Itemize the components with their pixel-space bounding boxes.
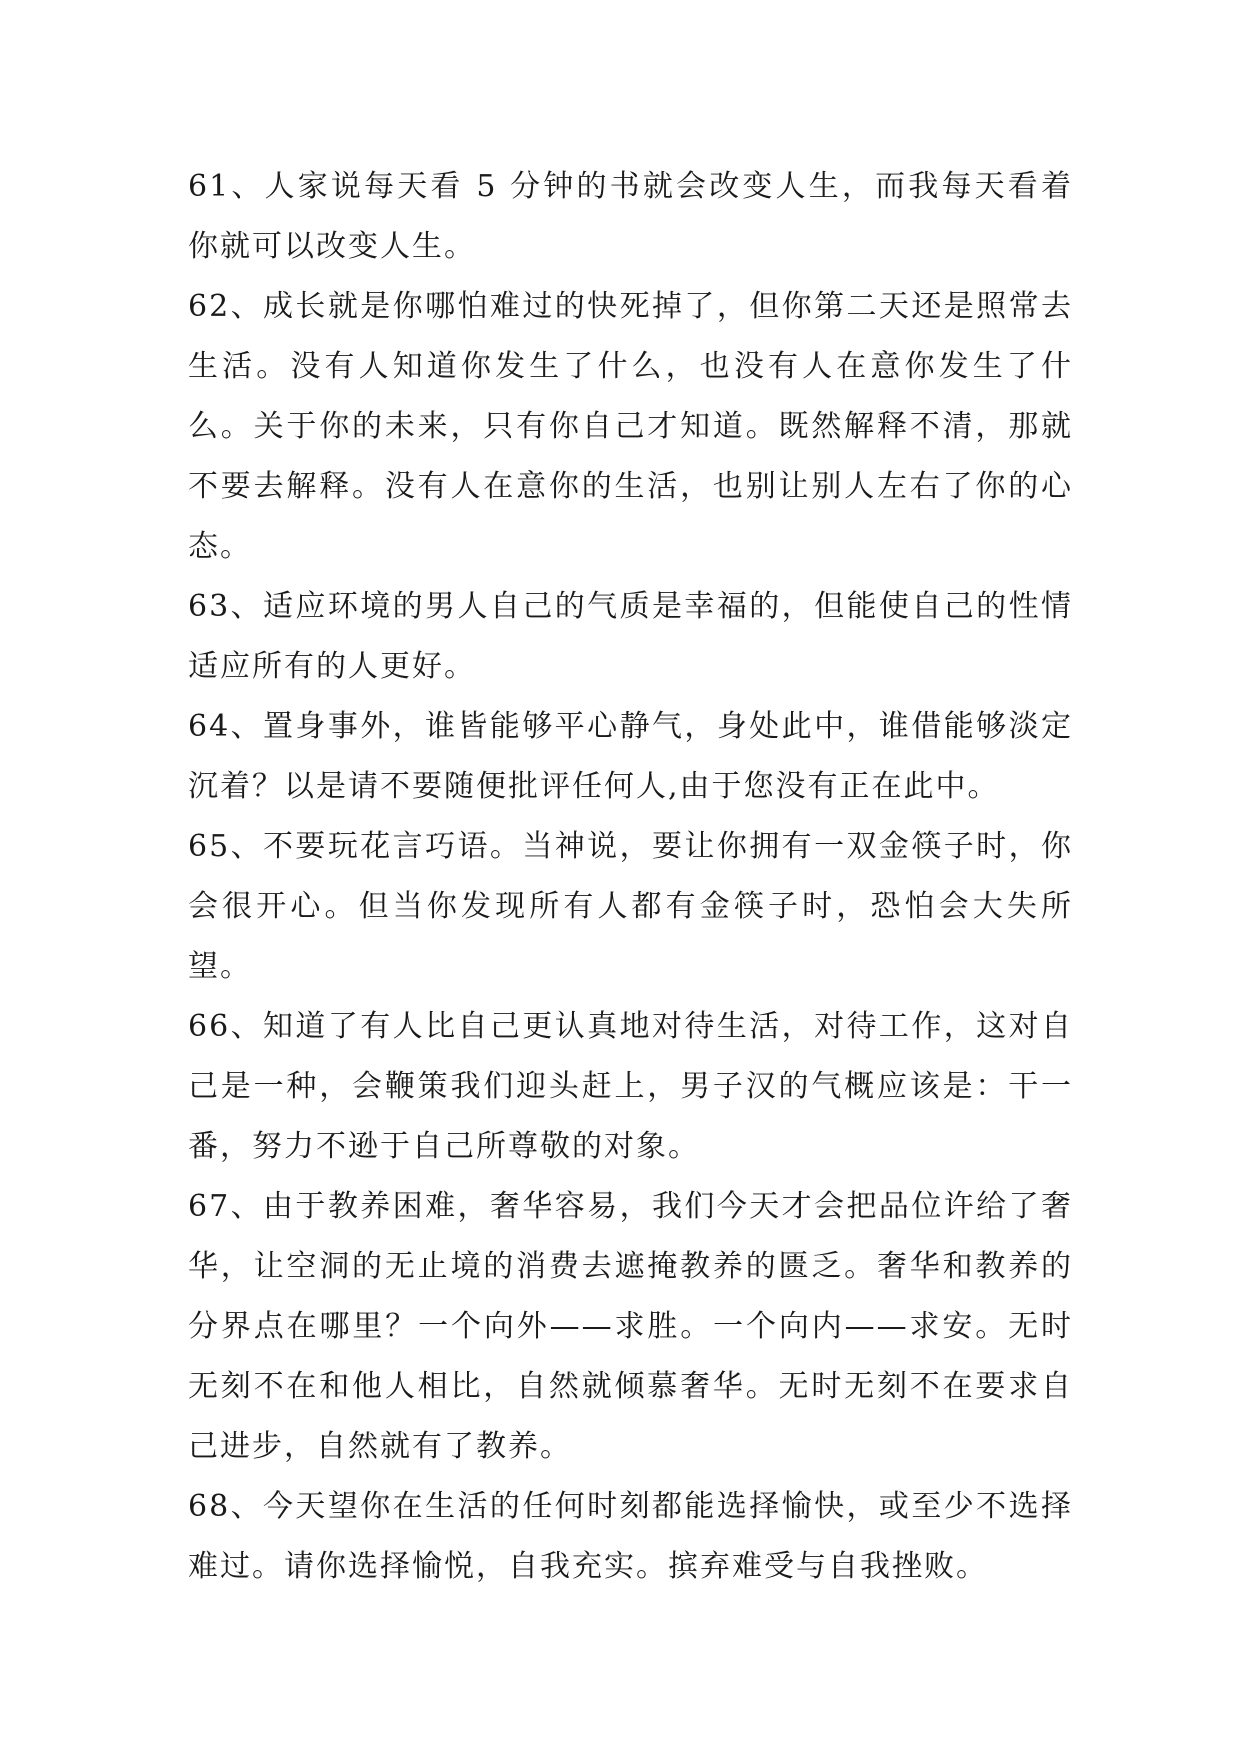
paragraph-65: 65、不要玩花言巧语。当神说，要让你拥有一双金筷子时，你会很开心。但当你发现所有人都有金筷子时，恐怕会大失所望。 [188, 829, 1073, 984]
paragraph-63: 63、适应环境的男人自己的气质是幸福的，但能使自己的性情适应所有的人更好。 [188, 589, 1073, 684]
paragraph-67: 67、由于教养困难，奢华容易，我们今天才会把品位许给了奢华，让空洞的无止境的消费去遮掩教养的匮乏。奢华和教养的分界点在哪里？一个向外——求胜。一个向内——求安。无时无刻不在和他人相比，自然就倾慕奢华。无时无刻不在要求自己进步，自然就有了教养。 [188, 1189, 1073, 1464]
paragraph-62: 62、成长就是你哪怕难过的快死掉了，但你第二天还是照常去生活。没有人知道你发生了什么，也没有人在意你发生了什么。关于你的未来，只有你自己才知道。既然解释不清，那就不要去解释。没有人在意你的生活，也别让别人左右了你的心态。 [188, 289, 1073, 564]
paragraph-64: 64、置身事外，谁皆能够平心静气，身处此中，谁借能够淡定沉着？以是请不要随便批评任何人,由于您没有正在此中。 [188, 709, 1073, 804]
document-body [188, 157, 1073, 1597]
paragraph-68: 68、今天望你在生活的任何时刻都能选择愉快，或至少不选择难过。请你选择愉悦，自我充实。摈弃难受与自我挫败。 [188, 1489, 1073, 1584]
paragraph-61: 61、人家说每天看 5 分钟的书就会改变人生，而我每天看着你就可以改变人生。 [188, 169, 1073, 264]
paragraph-66: 66、知道了有人比自己更认真地对待生活，对待工作，这对自己是一种，会鞭策我们迎头赶上，男子汉的气概应该是：干一番，努力不逊于自己所尊敬的对象。 [188, 1009, 1073, 1164]
